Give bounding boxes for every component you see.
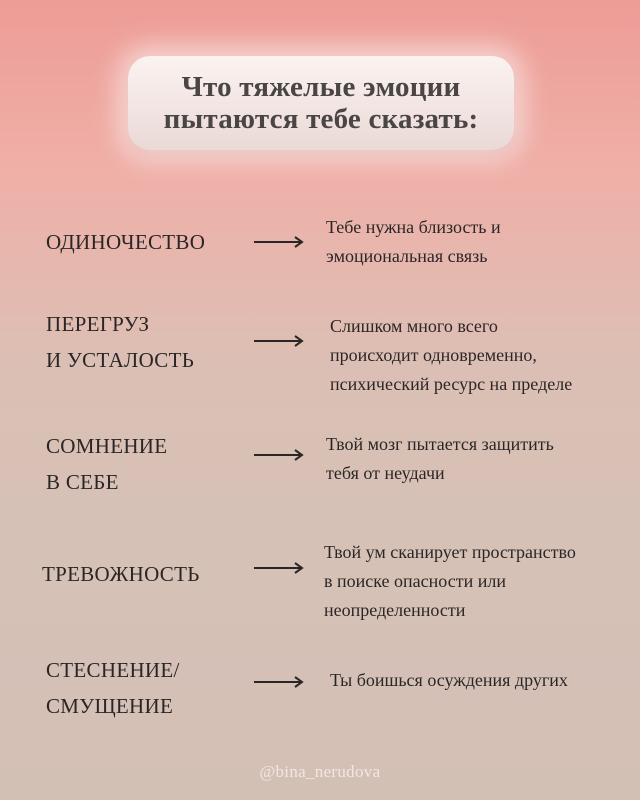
meaning-line: эмоциональная связь xyxy=(326,246,488,266)
emotion-line: СОМНЕНИЕ xyxy=(46,434,168,458)
meaning-line: происходит одновременно, xyxy=(330,345,537,365)
meaning-line: Ты боишься осуждения других xyxy=(330,670,568,690)
emotion-loneliness xyxy=(46,224,205,260)
right-arrow-icon xyxy=(254,236,304,248)
emotion-line: И УСТАЛОСТЬ xyxy=(46,348,195,372)
right-arrow-icon xyxy=(254,562,304,574)
title-card xyxy=(128,56,514,150)
author-handle[interactable]: @bina_nerudova xyxy=(259,762,381,781)
meaning-anxiety xyxy=(324,538,576,625)
meaning-line: психический ресурс на пределе xyxy=(330,374,573,394)
right-arrow-icon xyxy=(254,449,304,461)
meaning-loneliness xyxy=(326,213,501,271)
emotion-self-doubt xyxy=(46,428,167,500)
emotion-embarrassment xyxy=(46,652,180,724)
emotion-line: СМУЩЕНИЕ xyxy=(46,694,174,718)
meaning-line: в поиске опасности или xyxy=(324,571,506,591)
right-arrow-icon xyxy=(254,335,304,347)
meaning-line: Твой мозг пытается защитить xyxy=(326,434,554,454)
right-arrow-icon xyxy=(254,676,304,688)
title-line-2: пытаются тебе сказать: xyxy=(163,103,479,135)
emotion-line: В СЕБЕ xyxy=(46,470,119,494)
emotion-line: ПЕРЕГРУЗ xyxy=(46,312,150,336)
meaning-line: тебя от неудачи xyxy=(326,463,445,483)
meaning-self-doubt xyxy=(326,430,554,488)
emotion-overload xyxy=(46,306,194,378)
meaning-embarrassment xyxy=(330,666,568,695)
meaning-line: Твой ум сканирует пространство xyxy=(324,542,576,562)
emotion-line: ОДИНОЧЕСТВО xyxy=(46,230,206,254)
emotion-anxiety xyxy=(42,556,200,592)
meaning-line: Слишком много всего xyxy=(330,316,498,336)
title-line-1: Что тяжелые эмоции xyxy=(181,71,461,103)
emotion-line: ТРЕВОЖНОСТЬ xyxy=(42,562,200,586)
meaning-line: неопределенности xyxy=(324,600,466,620)
meaning-line: Тебе нужна близость и xyxy=(326,217,501,237)
emotion-line: СТЕСНЕНИЕ/ xyxy=(46,658,180,682)
meaning-overload xyxy=(330,312,572,399)
